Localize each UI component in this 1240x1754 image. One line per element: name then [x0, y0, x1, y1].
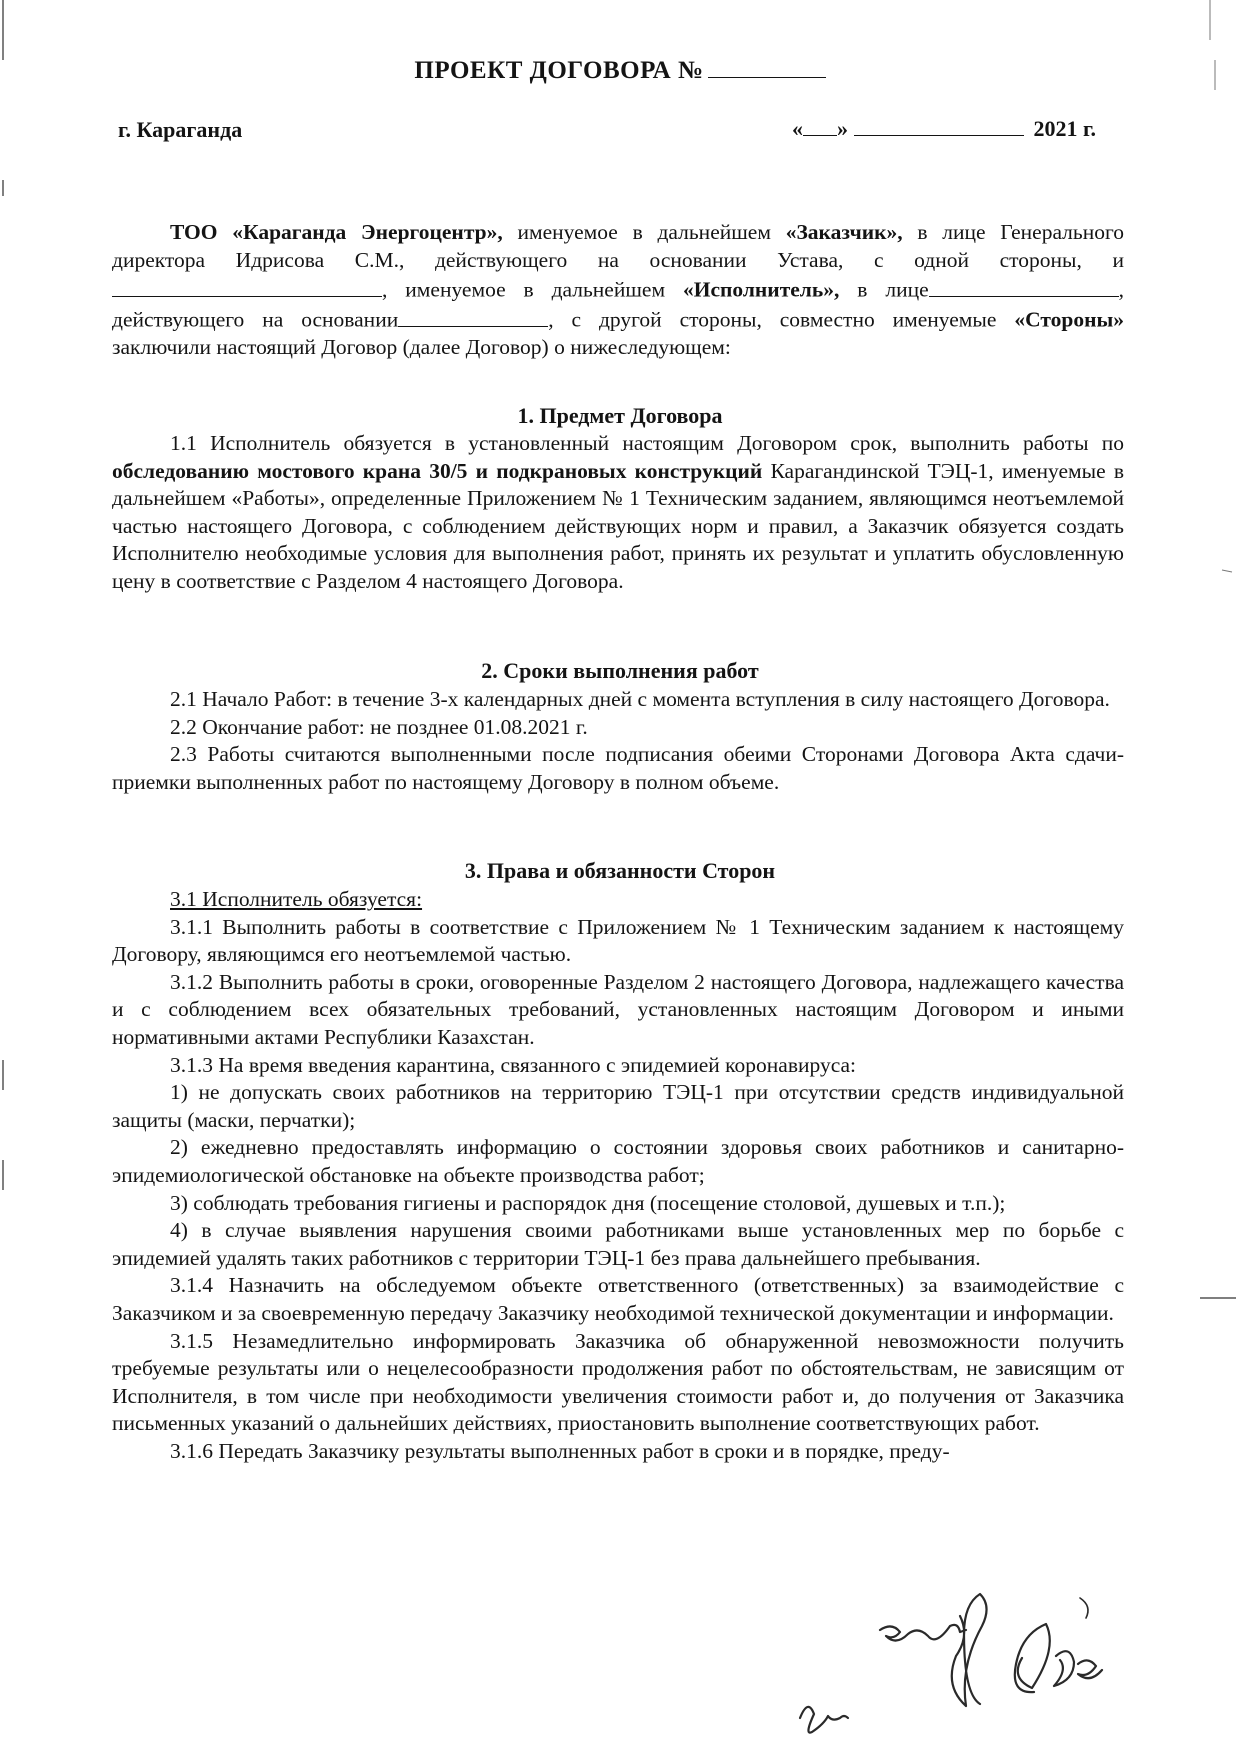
intro-paragraph [112, 219, 1124, 362]
section-3-body [112, 886, 1124, 1465]
handwritten-signatures [760, 1568, 1190, 1748]
day-blank [803, 113, 837, 136]
clause-1-1-text-a: 1.1 Исполнитель обязуется в установленный настоящим Договором срок, выполнить работы по [170, 431, 1124, 455]
executor-role: «Исполнитель», [682, 277, 840, 302]
signature-mark-1 [880, 1625, 966, 1641]
clause-3-1-5: 3.1.5 Незамедлительно информировать Заказчика об обнаруженной невозможности получить требуемые результаты или о нецелесообразности продолжения работ по обстоятельствам, не зависящим от Исполнителя, в том числе при необходимости увеличения стоимости работ и, до получения от Заказчика письменных указаний о дальнейших действиях, приостановить выполнение соответствующих работ. [112, 1328, 1124, 1436]
intro-text-4: в лице [839, 277, 929, 302]
section-1-body [112, 430, 1124, 596]
clause-3-1-6: 3.1.6 Передать Заказчику результаты выполненных работ в сроки и в порядке, преду- [170, 1438, 950, 1463]
representative-blank [929, 274, 1119, 297]
document-title-text: ПРОЕКТ ДОГОВОРА № [414, 57, 704, 84]
clause-3-1-4: 3.1.4 Назначить на обследуемом объекте ответственного (ответственных) за взаимодействие с Заказчиком и за своевременную передачу Заказчику необходимой технической документации и информации. [112, 1273, 1124, 1325]
clause-3-1-3-item-3: 3) соблюдать требования гигиены и распорядок дня (посещение столовой, душевых и т.п.); [170, 1190, 1006, 1215]
initials-mark-2 [1015, 1624, 1102, 1692]
intro-text-5: , действующего на основании [112, 277, 1124, 332]
clause-3-1-title: 3.1 Исполнитель обязуется: [170, 887, 423, 911]
intro-text-3: , именуемое в дальнейшем [382, 277, 683, 302]
clause-2-1: 2.1 Начало Работ: в течение 3-х календарных дней с момента вступления в силу настоящего Договора. [170, 687, 1110, 711]
clause-3-1-3-item-2: 2) ежедневно предоставлять информацию о состоянии здоровья своих работников и санитарно-эпидемиологической обстановке на объекте производства работ; [112, 1135, 1124, 1187]
intro-text-1: именуемое в дальнейшем [502, 220, 786, 244]
section-1-heading: 1. Предмет Договора [517, 403, 723, 428]
parties-role: «Стороны» [1014, 307, 1124, 332]
clause-3-1-1: 3.1.1 Выполнить работы в соответствие с Приложением № 1 Техническим заданием к настоящему Договору, являющимся его неотъемлемой частью. [112, 914, 1124, 967]
clause-1-1 [112, 430, 1124, 596]
clause-3-1-heading [112, 886, 1124, 914]
clause-3-1-3: 3.1.3 На время введения карантина, связанного с эпидемией коронавируса: [170, 1052, 857, 1077]
document-city: г. Караганда [118, 117, 243, 142]
work-subject: обследованию мостового крана 30/5 и подкрановых конструкций [112, 458, 763, 483]
clause-2-3: 2.3 Работы считаются выполненными после подписания обеими Сторонами Договора Акта сдачи-приемки выполненных работ по настоящему Договору в полном объеме. [112, 742, 1124, 794]
intro-text-6: , с другой стороны, совместно именуемые [548, 307, 1015, 332]
date-close-quote: » [837, 116, 848, 141]
executor-name-blank [112, 274, 382, 297]
signature-mark-2 [952, 1594, 987, 1706]
clause-3-1-2: 3.1.2 Выполнить работы в сроки, оговоренные Разделом 2 настоящего Договора, надлежащего качества и с соблюдением всех обязательных требований, установленных настоящим Договором и иными нормативными актами Республики Казахстан. [112, 969, 1124, 1049]
document-date [792, 113, 1096, 142]
clause-3-1-3-item-1: 1) не допускать своих работников на территорию ТЭЦ-1 при отсутствии средств индивидуальной защиты (маски, перчатки); [112, 1080, 1124, 1132]
clause-2-2: 2.2 Окончание работ: не позднее 01.08.2021 г. [170, 714, 588, 739]
clause-1-1-text-b: Карагандинской ТЭЦ-1, именуемые в дальнейшем «Работы», определенные Приложением № 1 Техническим заданием, являющимся неотъемлемой частью настоящего Договора, с соблюдением действующих норм и правил, а Заказчик обязуется создать Исполнителю необходимые условия для выполнения работ, принять их результат и уплатить обусловленную цену в соответствие с Разделом 4 настоящего Договора. [112, 458, 1124, 593]
customer-role: «Заказчик», [785, 220, 903, 244]
section-2-body [112, 686, 1124, 796]
basis-blank [398, 304, 548, 327]
intro-text-2: в лице Генерального директора Идрисова С.М., действующего на основании Устава, с одной стороны, и [112, 220, 1124, 272]
customer-org-name: ТОО «Караганда Энергоцентр», [170, 220, 503, 244]
document-title [0, 52, 1240, 85]
contract-number-blank [708, 52, 826, 78]
signature-tick [1080, 1598, 1088, 1618]
month-blank [854, 113, 1024, 136]
initials-mark-1 [800, 1707, 848, 1733]
clause-3-1-3-item-4: 4) в случае выявления нарушения своими работниками выше установленных мер по борьбе с эпидемией удалять таких работников с территории ТЭЦ-1 без права дальнейшего пребывания. [112, 1218, 1124, 1270]
date-year: 2021 г. [1033, 116, 1097, 141]
section-3-heading: 3. Права и обязанности Сторон [464, 858, 776, 883]
section-2-heading: 2. Сроки выполнения работ [481, 658, 759, 683]
intro-text-7: заключили настоящий Договор (далее Договор) о нижеследующем: [112, 335, 731, 360]
date-open-quote: « [792, 116, 803, 141]
